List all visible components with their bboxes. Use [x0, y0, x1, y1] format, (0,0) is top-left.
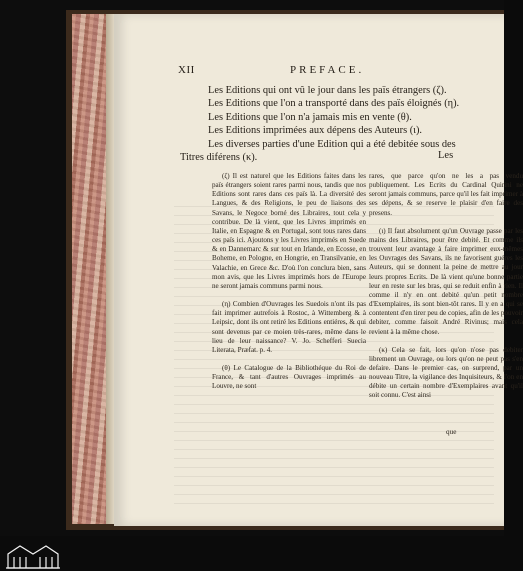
- footnote-text: rares, que parce qu'on ne les a pas vendu publiquement. Les Ecrits du Cardinal Quirini ne seront jamais communs, parce qu'il les fait imprimer à ses dépens, & se reserve le plaisir d'en faire des presens.: [369, 172, 523, 217]
- footer-strip: [0, 536, 504, 571]
- running-title: PREFACE.: [290, 64, 365, 76]
- footnote-text: (ι) Il faut absolument qu'un Ouvrage passe par les mains des Libraires, pour être debité. Et comme ils trouvent leur avantage à faire imprimer eux-mêmes les Ouvrages des Savans, ils ne favorisent guéres les Auteurs, qui se donnent la peine de mettre au jour leurs propres Ecrits. De là vient qu'une bonne partie leur en reste sur les bras, qui se reduit enfin à rien. Il comme il n'y en ont debité qu'un petit nombre d'Exemplaires, ils sont bien-tôt rares. Il y en a qui se contentent d'en tirer peu de copies, afin de les pouvoir debiter, comme faisoit André Rivinus; mais cela revient à la même chose.: [369, 226, 523, 336]
- footnote-paragraph: [212, 364, 366, 391]
- footnote-paragraph: [369, 227, 523, 337]
- footnote-paragraph: [369, 172, 523, 218]
- book-page: [114, 14, 523, 526]
- footnote-text: (ζ) Il est naturel que les Editions faites dans les païs étrangers soient rares parmi nous, tandis que nos Editions sont rares dans ces païs là. La diversité des Langues, & des Religions, le peu de liaisons des Savans, le Negoce borné des Libraires, tout cela y contribue. De là vient, que les Livres imprimés en Italie, en Espagne & en Portugal, sont tous rares dans ces païs ici. Ajoutons y les Livres imprimés en Suede & en Dannemarc & sur tout en Irlande, en Ecosse, en Boheme, en Pologne, en Hongrie, en Transilvanie, en Valachie, en Grece &c. D'où l'on conclura bien, sans mon avis, que les Livres imprimés hors de l'Europe ne seront jamais communs parmi nous.: [212, 172, 366, 290]
- footnote-paragraph: [369, 346, 523, 401]
- footnote-paragraph: [212, 300, 366, 355]
- edition-list-line: Les Editions imprimées aux dépens des Auteurs (ι).: [208, 125, 423, 137]
- marbled-page-edge: [72, 14, 108, 524]
- footnote-text: (θ) Le Catalogue de la Bibliothéque du Roi de France, & tant d'autres Ouvrages imprimés au Louvre, ne sont: [212, 363, 366, 391]
- edition-list-line: Les Editions qui ont vû le jour dans les païs étrangers (ζ).: [208, 85, 447, 96]
- right-notes-column: [369, 172, 523, 410]
- left-notes-column: [212, 172, 366, 400]
- page-header: [178, 64, 496, 80]
- edition-list: [180, 84, 502, 164]
- edition-list-line: Titres diférens (κ).: [180, 152, 258, 164]
- catchword-bottom: que: [446, 428, 457, 436]
- footnote-paragraph: [212, 172, 366, 291]
- footnote-text: (η) Combien d'Ouvrages les Suedois n'ont ils pas fait imprimer autrefois à Rostoc, à Wittemberg & à Leipsic, dont ils ont retiré les Editions entiéres, & qui sont devenus par ce moien très-rares, même dans le lieu de leur naissance? V. Jo. Schefferi Suecia Literata, Præfat. p. 4.: [212, 300, 366, 354]
- page-number: XII: [178, 64, 195, 76]
- footnote-text: (κ) Cela se fait, lors qu'on n'ose pas debiter librement un Ouvrage, ou lors qu'on ne peut pas s'en defaire. Dans le premier cas, on surprend, par un nouveau Titre, la vigilance des Inquisiteurs, & l'on en débite un certain nombre d'Exemplaires avant qu'il soit connu. C'est ainsi: [369, 345, 523, 400]
- edition-list-line: Les Editions que l'on n'a jamais mis en vente (θ).: [208, 111, 412, 123]
- edition-list-line: Les diverses parties d'une Edition qui a été debitée sous des: [208, 138, 456, 150]
- library-building-logo: [4, 540, 62, 570]
- catchword-top: Les: [438, 150, 454, 161]
- edition-list-line: Les Editions que l'on a transporté dans des païs éloignés (η).: [208, 98, 460, 110]
